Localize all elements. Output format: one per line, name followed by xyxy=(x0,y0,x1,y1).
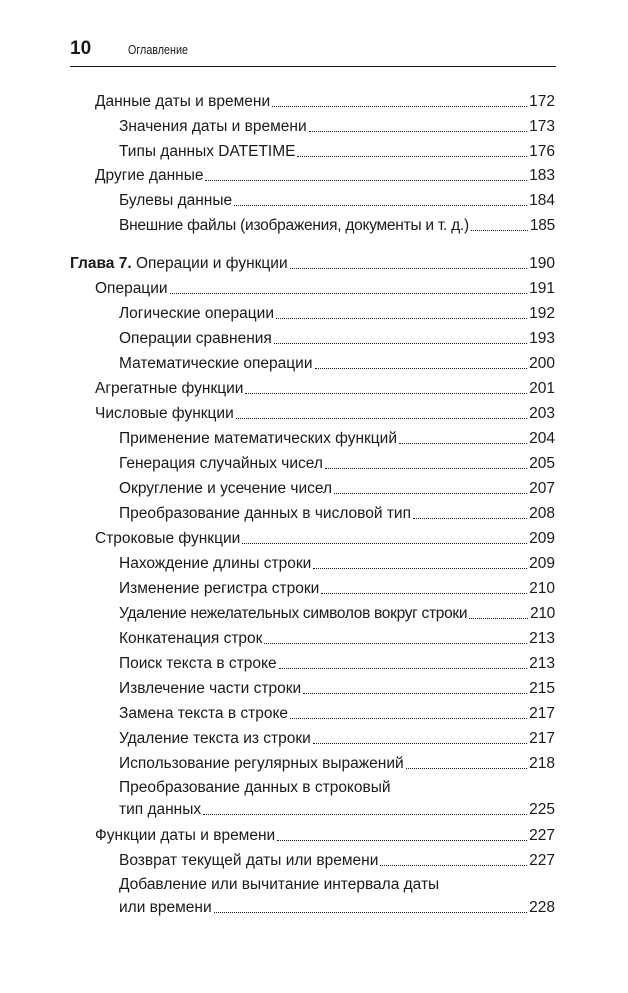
toc-entry xyxy=(119,851,555,871)
toc-entry-page: 209 xyxy=(529,530,555,547)
toc-entry xyxy=(119,554,555,574)
dot-leader xyxy=(297,156,527,157)
toc-entry-page: 203 xyxy=(529,405,555,422)
toc-entry xyxy=(95,404,555,424)
toc-entry xyxy=(119,479,555,499)
toc-entry-title: или времени xyxy=(119,899,212,916)
dot-leader xyxy=(313,743,527,744)
dot-leader xyxy=(205,180,527,181)
toc-entry-page: 218 xyxy=(529,755,555,772)
toc-entry-page: 228 xyxy=(529,899,555,916)
dot-leader xyxy=(334,493,527,494)
dot-leader xyxy=(380,865,527,866)
toc-entry-title: Строковые функции xyxy=(95,530,241,547)
toc-entry-page: 172 xyxy=(529,93,555,110)
dot-leader xyxy=(290,718,527,719)
toc-entry xyxy=(119,704,555,724)
toc-entry-title: Извлечение части строки xyxy=(119,680,302,697)
dot-leader xyxy=(406,768,527,769)
toc-entry-page: 213 xyxy=(529,655,555,672)
toc-entry xyxy=(119,304,555,324)
toc-entry-page: 192 xyxy=(529,305,555,322)
toc-chapter-entry xyxy=(70,254,555,274)
dot-leader xyxy=(245,393,527,394)
toc-entry-title: тип данных xyxy=(119,801,202,818)
toc-entry xyxy=(119,679,555,699)
dot-leader xyxy=(264,643,527,644)
toc-entry-title xyxy=(70,254,288,274)
toc-entry-page: 217 xyxy=(529,730,555,747)
toc-entry xyxy=(95,529,555,549)
toc-entry-page: 190 xyxy=(529,255,555,272)
toc-entry-title: Числовые функции xyxy=(95,405,234,422)
toc-entry-title: Преобразование данных в числовой тип xyxy=(119,505,411,522)
toc-entry-title: Булевы данные xyxy=(119,192,233,209)
dot-leader xyxy=(276,318,527,319)
dot-leader xyxy=(203,814,527,815)
toc-entry xyxy=(119,191,555,211)
toc-entry-title: Математические операции xyxy=(119,355,313,372)
toc-entry xyxy=(119,754,555,774)
dot-leader xyxy=(170,293,528,294)
toc-entry-title-line1: Добавление или вычитание интервала даты xyxy=(119,876,440,893)
running-title: Оглавление xyxy=(128,43,188,57)
dot-leader xyxy=(471,230,528,231)
chapter-title: Операции и функции xyxy=(131,255,288,272)
toc-entry-page: 225 xyxy=(529,801,555,818)
toc-entry-page: 227 xyxy=(529,827,555,844)
dot-leader xyxy=(214,912,527,913)
toc-entry-page: 207 xyxy=(529,480,555,497)
toc-entry xyxy=(119,654,555,674)
toc-entry xyxy=(95,92,555,112)
toc-entry-page: 217 xyxy=(529,705,555,722)
toc-entry-page: 209 xyxy=(529,555,555,572)
toc-entry xyxy=(119,898,555,918)
dot-leader xyxy=(469,618,528,619)
toc-entry xyxy=(119,354,555,374)
toc-entry-title: Изменение регистра строки xyxy=(119,580,320,597)
toc-entry xyxy=(119,142,555,162)
toc-entry-title: Типы данных DATETIME xyxy=(119,143,296,160)
toc-entry xyxy=(95,379,555,399)
toc-entry-title: Использование регулярных выражений xyxy=(119,755,404,772)
toc-entry xyxy=(119,800,555,820)
toc-entry xyxy=(119,454,555,474)
toc-entry-title: Внешние файлы (изображения, документы и т. д.) xyxy=(119,217,469,234)
toc-entry xyxy=(95,826,555,846)
dot-leader xyxy=(277,840,527,841)
toc-entry-title: Поиск текста в строке xyxy=(119,655,277,672)
dot-leader xyxy=(234,205,527,206)
toc-entry xyxy=(119,216,555,236)
toc-entry xyxy=(95,279,555,299)
toc-entry-page: 183 xyxy=(529,167,555,184)
toc-entry-title-line1: Преобразование данных в строковый xyxy=(119,779,391,796)
toc-entry xyxy=(119,629,555,649)
dot-leader xyxy=(313,568,527,569)
toc-entry-page: 210 xyxy=(529,580,555,597)
toc-entry xyxy=(119,117,555,137)
toc-entry-page: 191 xyxy=(529,280,555,297)
dot-leader xyxy=(279,668,528,669)
dot-leader xyxy=(315,368,528,369)
toc-entry xyxy=(119,604,555,624)
dot-leader xyxy=(309,131,528,132)
toc-entry-title: Конкатенация строк xyxy=(119,630,263,647)
dot-leader xyxy=(303,693,527,694)
toc-entry-title: Значения даты и времени xyxy=(119,118,307,135)
toc-entry-title: Генерация случайных чисел xyxy=(119,455,323,472)
toc-entry xyxy=(119,329,555,349)
toc-entry-title: Удаление нежелательных символов вокруг строки xyxy=(119,605,468,622)
toc-entry-title: Нахождение длины строки xyxy=(119,555,312,572)
toc-entry-title: Операции сравнения xyxy=(119,330,272,347)
toc-entry-page: 205 xyxy=(529,455,555,472)
dot-leader xyxy=(242,543,527,544)
toc-entry-title: Замена текста в строке xyxy=(119,705,289,722)
toc-entry xyxy=(119,429,555,449)
toc-entry xyxy=(119,504,555,524)
toc-entry-page: 185 xyxy=(529,217,555,234)
toc-entry-page: 173 xyxy=(529,118,555,135)
dot-leader xyxy=(325,468,527,469)
toc-entry-title: Логические операции xyxy=(119,305,274,322)
toc-entry-page: 201 xyxy=(529,380,555,397)
chapter-label: Глава 7. xyxy=(70,255,132,272)
toc-entry-page: 176 xyxy=(529,143,555,160)
toc-entry-title: Агрегатные функции xyxy=(95,380,244,397)
toc-entry-title: Применение математических функций xyxy=(119,430,398,447)
dot-leader xyxy=(290,268,528,269)
toc-entry-page: 184 xyxy=(529,192,555,209)
toc-entry xyxy=(95,166,555,186)
toc-entry-page: 204 xyxy=(529,430,555,447)
toc-entry-page: 193 xyxy=(529,330,555,347)
toc-entry-page: 213 xyxy=(529,630,555,647)
toc-entry-title: Удаление текста из строки xyxy=(119,730,311,747)
toc-entry-title: Данные даты и времени xyxy=(95,93,271,110)
toc-entry-title: Операции xyxy=(95,280,168,297)
toc-entry xyxy=(119,729,555,749)
toc-entry-title: Округление и усечение чисел xyxy=(119,480,333,497)
toc-entry-page: 227 xyxy=(529,852,555,869)
toc-entry-title: Другие данные xyxy=(95,167,204,184)
page-number: 10 xyxy=(70,38,92,59)
toc-entry-page: 200 xyxy=(529,355,555,372)
toc-entry-title: Возврат текущей даты или времени xyxy=(119,852,379,869)
toc-entry-page: 208 xyxy=(529,505,555,522)
dot-leader xyxy=(236,418,527,419)
toc-entry-title: Функции даты и времени xyxy=(95,827,276,844)
dot-leader xyxy=(413,518,527,519)
dot-leader xyxy=(399,443,527,444)
dot-leader xyxy=(321,593,527,594)
dot-leader xyxy=(274,343,527,344)
dot-leader xyxy=(272,106,527,107)
toc-entry-page: 210 xyxy=(530,605,555,622)
toc-entry xyxy=(119,579,555,599)
toc-entry-page: 215 xyxy=(529,680,555,697)
